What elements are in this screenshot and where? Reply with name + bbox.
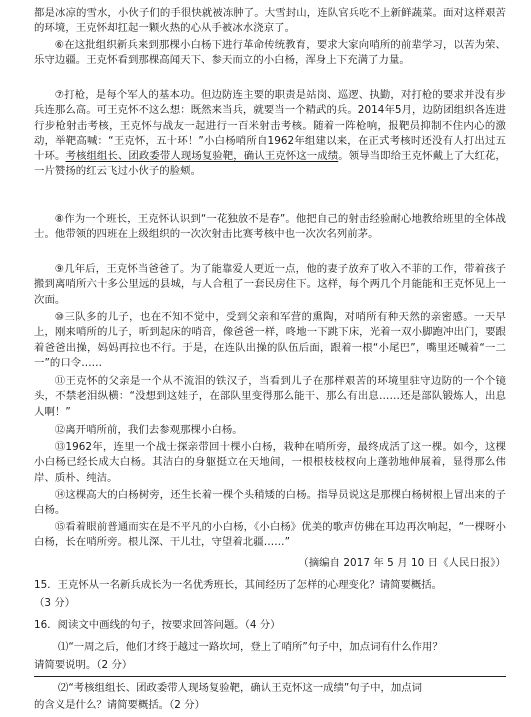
- article-paragraph-8: ⑧作为一个班长，王克怀认识到“一花独放不是春”。他把自己的射击经验耐心地教给班里的全体战士。他带领的四班在上级组织的一次次射击比赛考核中也一次次名列前茅。: [34, 213, 506, 241]
- article-source: （摘编自 2017 年 5 月 10 日《人民日报》）: [298, 557, 506, 569]
- article-paragraph-15: ⑮看着眼前普通而实在是不平凡的小白杨，《小白杨》优美的歌声仿佛在耳边再次响起，“一棵呀小白杨，长在哨所旁。根儿深、干儿壮，守望着北疆……”: [34, 521, 506, 549]
- article-paragraph-13: ⑬1962年，连里一个战士探亲带回十棵小白杨，栽种在哨所旁，最终成活了这一棵。如今，这棵小白杨已经长成大白杨。其洁白的身躯挺立在天地间，一根根枝枝杈向上蓬勃地伸展着，显得那么伟岸、质朴、纯洁。: [34, 441, 506, 484]
- paragraph-7-text: ⑦打枪，是每个军人的基本功。但边防连主要的职责是站岗、巡逻、执勤，对打枪的要求并没有步兵连那么高。可王克怀不这么想：既然来当兵，就要当一个精武的兵。2014年5月，边防团组织各连进行步枪射击考核，王克怀与战友一起进行一百米射击考核。随着一阵枪响，报靶员抑制不住内心的激动，举靶高喊：“王克怀，五十环！”小白杨哨所自1962年组建以来，在正式考核时还没有人打出过五十环。: [34, 89, 506, 163]
- underlined-sentence-2: 考核组组长、团政委带人现场复验靶，确认王克怀这一成绩: [65, 150, 339, 163]
- question-16-2-line1: ⑵“考核组组长、团政委带人现场复验靶，确认王克怀这一成绩”句子中，加点词: [58, 682, 423, 694]
- question-15-score: （3 分）: [34, 597, 76, 609]
- article-paragraph-6: ⑥在这批组织新兵来到那棵小白杨下进行革命传统教育，要求大家向哨所的前辈学习，以苦为荣、乐守边疆。王克怀看到那棵高闻天下、参天而立的小白杨，浑身上下充满了力量。: [34, 39, 506, 67]
- article-paragraph-5-end: 都是冰凉的雪水，小伙子们的手很快就被冻肿了。大雪封山，连队官兵吃不上新鲜蔬菜。面对这样艰苦的环境，王克怀却扛起一颗火热的心从手被冰水浇京了。: [34, 7, 506, 35]
- question-15: 15．王克怀从一名新兵成长为一名优秀班长，其间经历了怎样的心理变化？请简要概括。: [34, 579, 443, 591]
- question-16-2-line2: 的含义是什么？请简要概括。（2 分）: [34, 699, 205, 711]
- article-paragraph-12: ⑫离开哨所前，我们去参观那棵小白杨。: [54, 424, 243, 436]
- paragraph-7-tail: 。领导当即给王克怀戴上了大红花，一片赞扬的红云飞过小伙子的脸颊。: [34, 150, 506, 178]
- article-paragraph-11: ⑪王克怀的父亲是一个从不流泪的铁汉子，当看到儿子在那样艰苦的环境里驻守边防的一个个镜头，不禁老泪纵横：“没想到这娃子，在部队里变得那么能干、那么有出息……还是部队锻炼人，出息人啊！”: [34, 375, 506, 418]
- article-paragraph-7: [34, 88, 506, 180]
- article-paragraph-14: ⑭这棵高大的白杨树旁，还生长着一棵个头稍矮的白杨。指导员说这是那棵白杨树根上冒出来的子白杨。: [34, 489, 506, 517]
- question-16-1-line2: 请简要说明。（2 分）: [34, 659, 133, 671]
- question-16-1-line1: ⑴“一周之后，他们才终于越过一路坎坷，登上了哨所”句子中，加点词有什么作用？: [58, 641, 443, 653]
- article-paragraph-10: ⑩三队多的儿子，也在不知不觉中，受到父亲和军营的熏陶，对哨所有种天然的亲密感。一天早上，刚来哨所的儿子，听到起床的哨音，像爸爸一样，咚地一下跳下床，光着一双小脚跑冲出门，要跟着爸爸出操，妈妈再拉也不行。于是，在连队出操的队伍后面，跟着一根“小尾巴”，嘴里还喊着“一二一”的口令……: [34, 311, 506, 369]
- question-16: 16．阅读文中画线的句子，按要求回答问题。（4 分）: [34, 619, 281, 631]
- article-paragraph-9: ⑨几年后，王克怀当爸爸了。为了能靠爱人更近一点，他的妻子放弃了收入不菲的工作，带着孩子搬到离哨所六十多公里远的县城，与人合租了一套民房住下。这样，每个两几个月能能和王克怀见上一次面。: [34, 263, 506, 306]
- answer-line-16-1[interactable]: [34, 676, 506, 677]
